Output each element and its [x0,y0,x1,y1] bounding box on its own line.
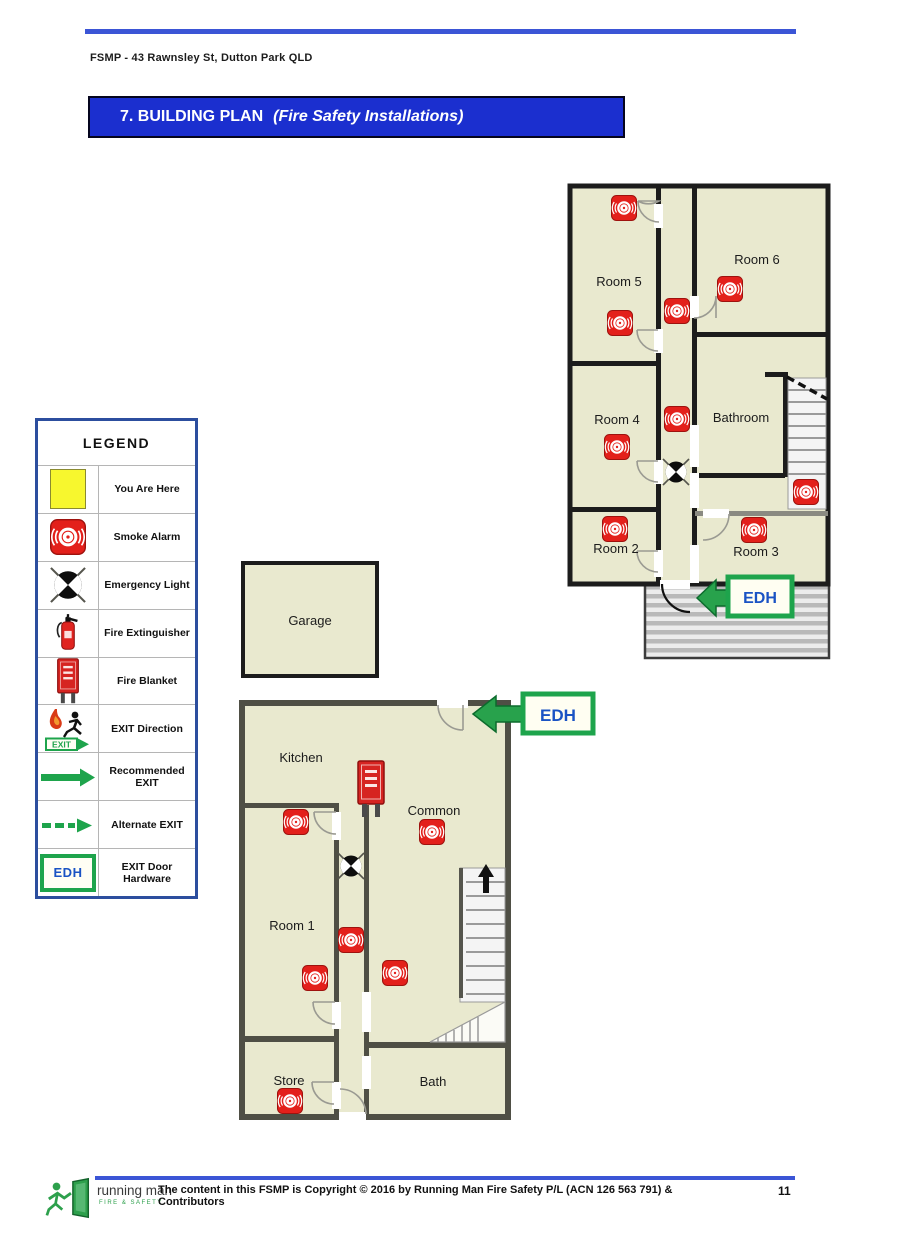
emergency-light-icon [663,459,689,485]
room-label: Room 5 [596,274,642,289]
room-label: Room 2 [593,541,639,556]
smoke-alarm-icon [603,517,628,542]
room-label: Store [273,1073,305,1088]
legend-label: Fire Blanket [116,675,178,687]
smoke-alarm-icon [742,518,767,543]
legend-label: Emergency Light [104,579,190,592]
running-man-logo-icon [44,1177,96,1221]
smoke-alarm-icon [284,810,309,835]
edh-label: EDH [743,590,777,607]
fire-blanket-icon [56,658,80,704]
room-label: Bathroom [712,410,770,425]
brand-tagline: FIRE & SAFETY [99,1200,163,1206]
room-label: Room 4 [594,412,640,427]
room-label: Bath [419,1074,447,1089]
page-number: 11 [778,1184,791,1198]
legend-label: Fire Extinguisher [104,627,190,640]
section-banner [88,96,625,138]
smoke-alarm-icon [665,299,690,324]
legend-row-smoke-alarm [38,513,195,561]
legend-row-edh [38,848,195,896]
legend-row-you-are-here [38,465,195,513]
section-heading: 7. BUILDING PLAN [120,108,264,125]
exit-sign-text: EXIT [52,739,71,750]
legend-row-emergency-light [38,561,195,609]
legend-row-exit-direction [38,704,195,752]
smoke-alarm-icon [608,311,633,336]
smoke-alarm-icon [50,519,86,555]
room-label: Garage [288,613,332,628]
legend-label: EXIT Door Hardware [121,860,173,885]
room-label: Common [407,803,461,818]
legend-panel [35,418,198,899]
smoke-alarm-icon [383,961,408,986]
section-heading-italic: (Fire Safety Installations) [273,108,464,125]
legend-row-fire-extinguisher [38,609,195,657]
legend-row-recommended-exit [38,752,195,800]
smoke-alarm-icon [665,407,690,432]
fire-extinguisher-icon [52,611,84,655]
upper-floor-plan [566,182,834,666]
smoke-alarm-icon [612,196,637,221]
exit-direction-icon [45,706,91,752]
smoke-alarm-icon [794,480,819,505]
smoke-alarm-icon [339,928,364,953]
ground-floor-plan [238,556,600,1128]
legend-row-alternate-exit [38,800,195,848]
smoke-alarm-icon [420,820,445,845]
brand-name: running man [97,1183,173,1198]
recommended-exit-arrow-icon [40,766,96,788]
you-are-here-marker-icon [50,469,86,509]
legend-label: You Are Here [114,483,180,496]
legend-label: Recommended EXIT [109,764,185,789]
emergency-light-icon [338,853,364,879]
alternate-exit-arrow-icon [41,815,95,835]
edh-box-icon: EDH [40,854,96,892]
copyright-text: The content in this FSMP is Copyright © 2016 by Running Man Fire Safety P/L (ACN 126 563 791) & Contributors [158,1184,673,1208]
footer-rule [95,1176,795,1180]
document-reference: FSMP - 43 Rawnsley St, Dutton Park QLD [90,52,313,64]
smoke-alarm-icon [718,277,743,302]
legend-title: LEGEND [82,435,151,451]
smoke-alarm-icon [278,1089,303,1114]
legend-label: Alternate EXIT [111,818,183,831]
room-label: Kitchen [279,750,323,765]
emergency-light-icon [47,564,89,606]
legend-label: Smoke Alarm [113,531,181,544]
legend-row-fire-blanket [38,657,195,705]
ground-edh-marker [473,694,593,733]
top-rule [85,29,796,34]
room-label: Room 1 [269,918,315,933]
smoke-alarm-icon [303,966,328,991]
room-label: Room 3 [733,544,779,559]
room-label: Room 6 [734,252,780,267]
legend-label: EXIT Direction [111,722,183,735]
smoke-alarm-icon [605,435,630,460]
edh-label: EDH [540,706,576,725]
